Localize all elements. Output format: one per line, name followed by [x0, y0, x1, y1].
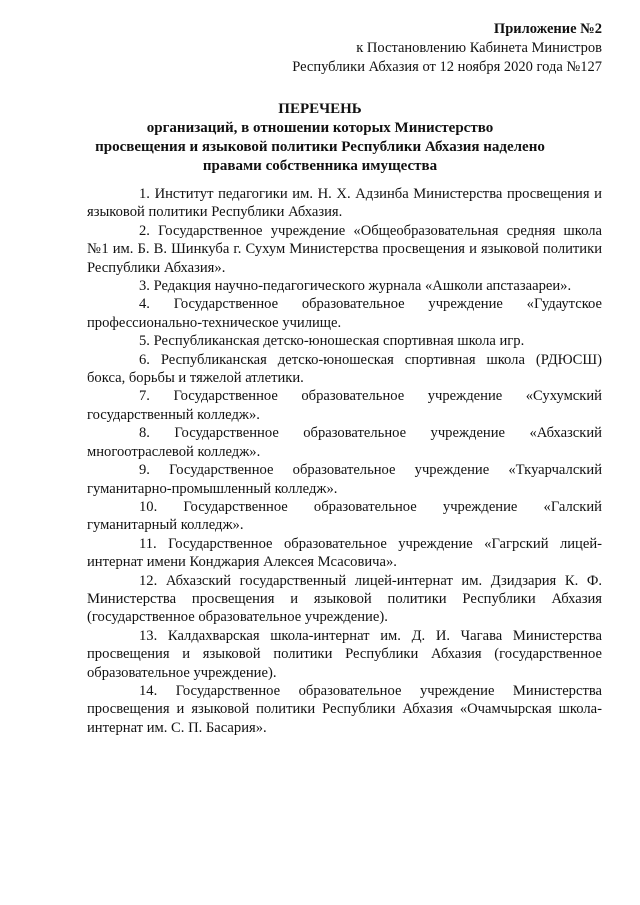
list-item: 13. Калдахварская школа-интернат им. Д. И. Чагава Министерства просвещения и языковой политики Республики Абхазия (государственное образовательное учреждение).	[87, 627, 602, 681]
annex-header	[292, 20, 602, 77]
list-item: 14. Государственное образовательное учреждение Министерства просвещения и языковой политики Республики Абхазия «Очамчырская школа-интернат им. С. П. Басария».	[87, 682, 602, 736]
annex-number: Приложение №2	[493, 21, 602, 37]
document-title	[40, 100, 600, 176]
list-item: 7. Государственное образовательное учреждение «Сухумский государственный колледж».	[87, 388, 602, 423]
annex-resolution-line: к Постановлению Кабинета Министров	[356, 40, 602, 56]
list-item: 6. Республиканская детско-юношеская спортивная школа (РДЮСШ) бокса, борьбы и тяжелой атлетики.	[87, 351, 602, 387]
list-item: 9. Государственное образовательное учреждение «Ткуарчалский гуманитарно-промышленный колледж».	[87, 462, 602, 497]
list-item: 10. Государственное образовательное учреждение «Галский гуманитарный колледж».	[87, 498, 602, 534]
title-line: организаций, в отношении которых Министерство	[146, 120, 494, 136]
list-item: 12. Абхазский государственный лицей-интернат им. Дзидзария К. Ф. Министерства просвещения и языковой политики Республики Абхазия (государственное образовательное учреждение).	[87, 572, 602, 626]
list-item: 8. Государственное образовательное учреждение «Абхазский многоотраслевой колледж».	[87, 425, 602, 460]
list-item: 1. Институт педагогики им. Н. Х. Адзинба Министерства просвещения и языковой политики Республики Абхазия.	[87, 186, 602, 221]
title-line: просвещения и языковой политики Республики Абхазия наделено	[95, 139, 545, 155]
title-heading: ПЕРЕЧЕНЬ	[278, 101, 362, 117]
list-item: 5. Республиканская детско-юношеская спортивная школа игр.	[139, 333, 525, 350]
list-item: 4. Государственное образовательное учреждение «Гудаутское профессионально-техническое училище.	[87, 296, 602, 331]
list-item: 11. Государственное образовательное учреждение «Гагрский лицей-интернат имени Конджария Алексея Мсасовича».	[87, 535, 602, 571]
title-line: правами собственника имущества	[202, 158, 438, 174]
annex-date-line: Республики Абхазия от 12 ноября 2020 года №127	[292, 59, 602, 75]
list-item: 3. Редакция научно-педагогического журнала «Ашколи апстазаареи».	[139, 278, 572, 295]
list-item: 2. Государственное учреждение «Общеобразовательная средняя школа №1 им. Б. В. Шинкуба г. Сухум Министерства просвещения и языковой политики Республики Абхазия».	[87, 222, 602, 276]
organization-list	[87, 185, 602, 737]
